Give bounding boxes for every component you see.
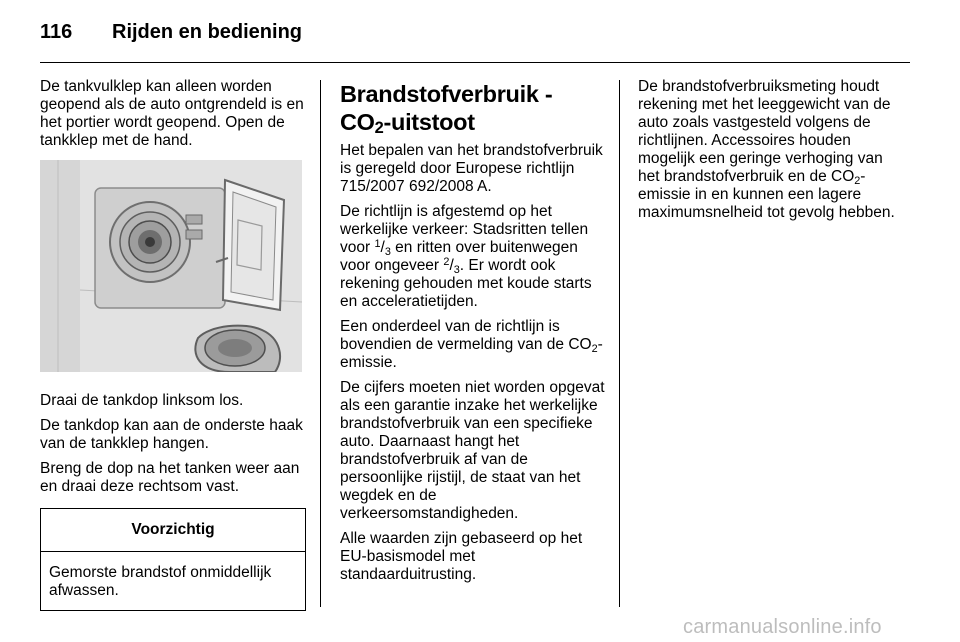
step-unscrew-cap: Draai de tankdop linksom los. [40,392,244,409]
paragraph-eu-basis: Alle waarden zijn gebaseerd op het EU-basismodel met standaarduitrusting. [340,530,583,583]
paragraph-traffic: De richtlijn is afgestemd op het werkelijke verkeer: Stadsritten tellen voor $^1/_3$ en ritten over buitenwegen voor ongeveer $^2/_3$. Er wordt ook rekening gehouden met koude starts en acceleratietijden. [340,203,592,310]
paragraph-no-guarantee: De cijfers moeten niet worden opgevat als een garantie inzake het werkelijke brandstofverbruik van een specifieke auto. Daarnaast hangt het brandstofverbruik af van de persoonlijke rijstijl, de staat van het wegdek en de verkeersomstandigheden. [340,379,605,522]
traffic-text-c: . Er wordt ook rekening gehouden met koude starts en acceleratietijden. [340,257,592,310]
column-1 [40,78,306,611]
header-rule [40,62,910,63]
intro-paragraph: De tankvulklep kan alleen worden geopend als de auto ontgrendeld is en het portier wordt geopend. Open de tankklep met de hand. [40,78,304,149]
caution-body: Gemorste brandstof onmiddellijk afwassen. [49,564,272,599]
fraction-2-numerator: 2 [443,256,450,268]
step-hang-cap: De tankdop kan aan de onderste haak van de tankklep hangen. [40,417,303,452]
fraction-2-denominator: 3 [453,264,460,276]
heading-suffix: -uitstoot [383,109,475,135]
emission-text-b: -emissie. [340,336,603,371]
fuel-filler-flap-illustration [40,160,302,372]
step-refit-cap: Breng de dop na het tanken weer aan en draai deze rechtsom vast. [40,460,300,495]
heading-line-1: Brandstofverbruik - [340,81,553,107]
page-number: 116 [40,21,73,43]
emission-text-a: Een onderdeel van de richtlijn is bovendien de vermelding van de CO [340,318,592,353]
paragraph-regulation: Het bepalen van het brandstofverbruik is geregeld door Europese richtlijn 715/2007 692/2008 A. [340,142,603,195]
caution-title: Voorzichtig [41,509,305,552]
column-3 [638,78,908,229]
running-title: Rijden en bediening [112,21,303,43]
measurement-text-b: -emissie in en kunnen een lagere maximumsnelheid tot gevolg hebben. [638,168,895,221]
emission-subscript: 2 [591,343,598,355]
column-divider-1 [320,80,321,607]
watermark: carmanualsonline.info [683,616,882,638]
paragraph-emission [340,318,608,372]
section-heading [340,80,608,136]
fraction-1-denominator: 3 [384,246,391,258]
fraction-1-numerator: 1 [374,238,381,250]
traffic-text-a: De richtlijn is afgestemd op het werkelijke verkeer: Stadsritten tellen voor [340,203,589,256]
caution-box [40,508,306,611]
paragraph-measurement [638,78,908,222]
measurement-text-a: De brandstofverbruiksmeting houdt rekening met het leeggewicht van de auto zoals vastgesteld volgens de richtlijnen. Accessoires houden mogelijk een geringe verhoging van het brandstofverbruik en de CO [638,78,891,185]
heading-subscript: 2 [374,119,384,137]
column-divider-2 [619,80,620,607]
measurement-subscript: 2 [854,175,861,187]
column-2 [340,80,608,591]
traffic-text-b: en ritten over buitenwegen voor ongeveer [340,239,578,274]
heading-co: CO [340,109,375,135]
